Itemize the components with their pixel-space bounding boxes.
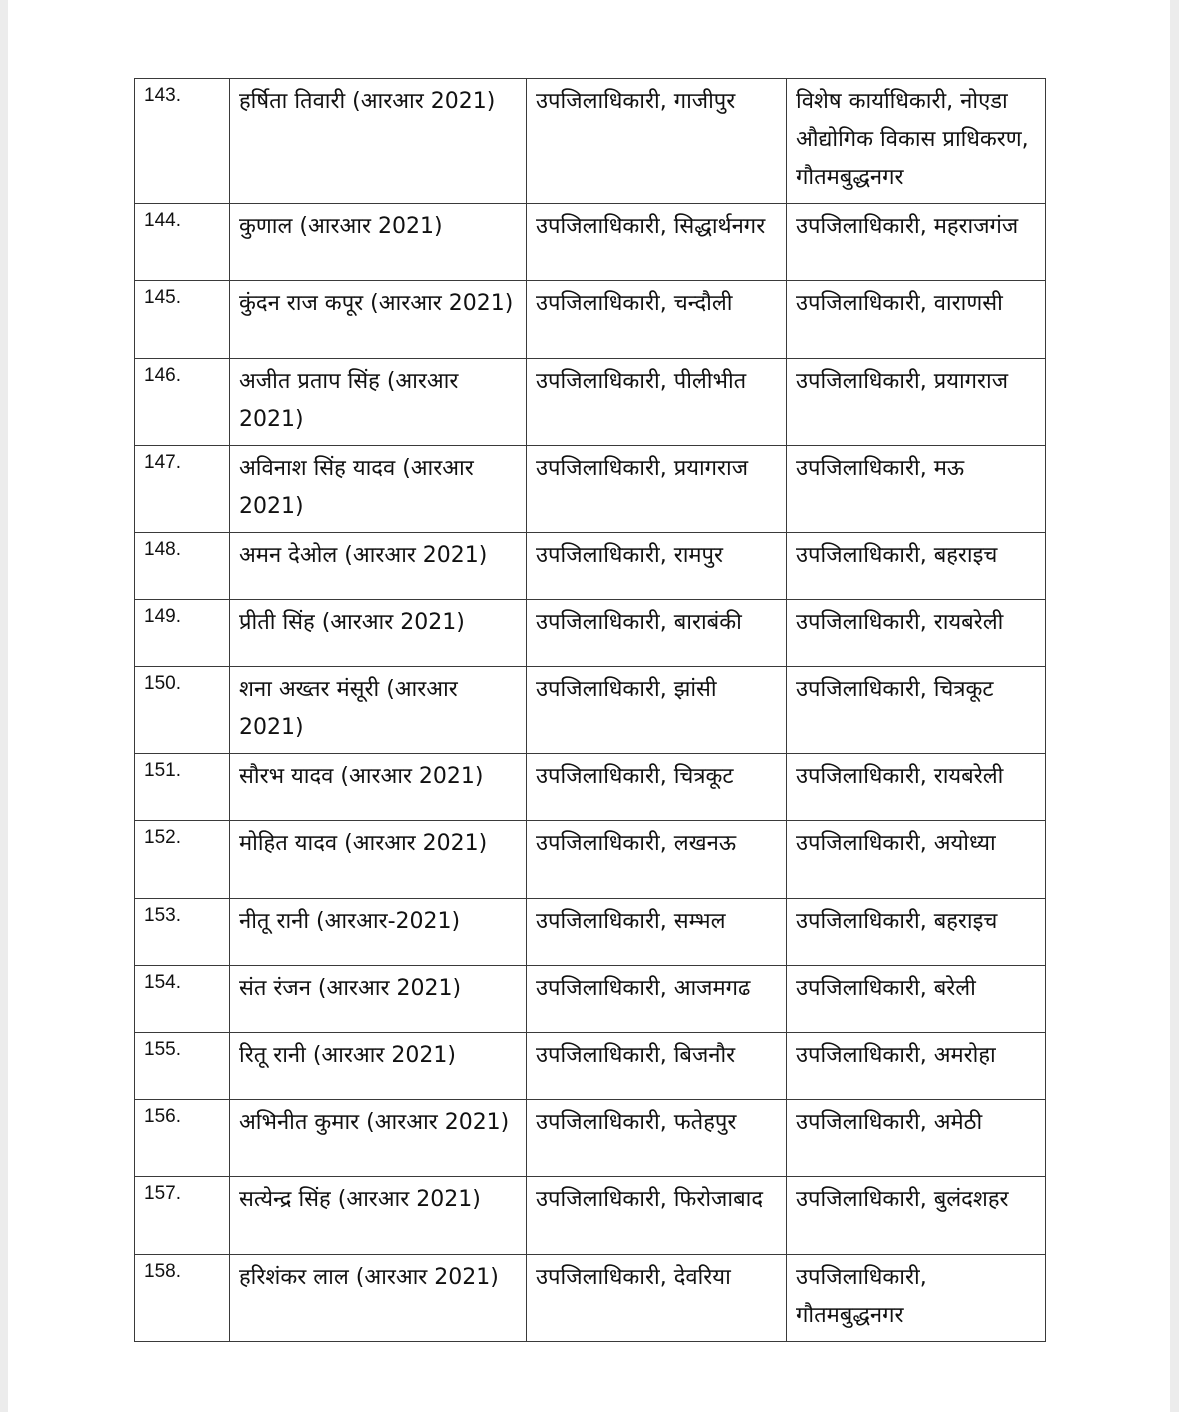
current-post-cell: उपजिलाधिकारी, बिजनौर bbox=[527, 1033, 787, 1100]
table-row bbox=[135, 1177, 1046, 1255]
officer-name-cell: शना अख्तर मंसूरी (आरआर 2021) bbox=[230, 667, 527, 754]
current-post-cell: उपजिलाधिकारी, सम्भल bbox=[527, 899, 787, 966]
serial-number-cell: 149. bbox=[135, 600, 230, 667]
current-post-cell: उपजिलाधिकारी, फिरोजाबाद bbox=[527, 1177, 787, 1255]
serial-number-cell: 144. bbox=[135, 204, 230, 281]
officer-name-cell: अविनाश सिंह यादव (आरआर 2021) bbox=[230, 446, 527, 533]
officer-name-cell: नीतू रानी (आरआर-2021) bbox=[230, 899, 527, 966]
current-post-cell: उपजिलाधिकारी, चन्दौली bbox=[527, 281, 787, 359]
table-row bbox=[135, 359, 1046, 446]
new-post-cell: उपजिलाधिकारी, अमेठी bbox=[787, 1100, 1046, 1177]
table-row bbox=[135, 754, 1046, 821]
table-row bbox=[135, 533, 1046, 600]
new-post-cell: उपजिलाधिकारी, रायबरेली bbox=[787, 754, 1046, 821]
new-post-cell: उपजिलाधिकारी, बुलंदशहर bbox=[787, 1177, 1046, 1255]
current-post-cell: उपजिलाधिकारी, सिद्धार्थनगर bbox=[527, 204, 787, 281]
serial-number-cell: 157. bbox=[135, 1177, 230, 1255]
officer-name-cell: प्रीती सिंह (आरआर 2021) bbox=[230, 600, 527, 667]
new-post-cell: उपजिलाधिकारी, बरेली bbox=[787, 966, 1046, 1033]
current-post-cell: उपजिलाधिकारी, प्रयागराज bbox=[527, 446, 787, 533]
serial-number-cell: 153. bbox=[135, 899, 230, 966]
new-post-cell: उपजिलाधिकारी, गौतमबुद्धनगर bbox=[787, 1255, 1046, 1342]
officer-name-cell: अभिनीत कुमार (आरआर 2021) bbox=[230, 1100, 527, 1177]
current-post-cell: उपजिलाधिकारी, बाराबंकी bbox=[527, 600, 787, 667]
officer-name-cell: हरिशंकर लाल (आरआर 2021) bbox=[230, 1255, 527, 1342]
serial-number-cell: 145. bbox=[135, 281, 230, 359]
current-post-cell: उपजिलाधिकारी, रामपुर bbox=[527, 533, 787, 600]
table-row bbox=[135, 204, 1046, 281]
new-post-cell: उपजिलाधिकारी, अयोध्या bbox=[787, 821, 1046, 899]
officer-name-cell: कुंदन राज कपूर (आरआर 2021) bbox=[230, 281, 527, 359]
table-row bbox=[135, 600, 1046, 667]
new-post-cell: उपजिलाधिकारी, मऊ bbox=[787, 446, 1046, 533]
current-post-cell: उपजिलाधिकारी, फतेहपुर bbox=[527, 1100, 787, 1177]
document-page bbox=[8, 0, 1170, 1412]
new-post-cell: उपजिलाधिकारी, चित्रकूट bbox=[787, 667, 1046, 754]
serial-number-cell: 154. bbox=[135, 966, 230, 1033]
serial-number-cell: 151. bbox=[135, 754, 230, 821]
serial-number-cell: 147. bbox=[135, 446, 230, 533]
table-row bbox=[135, 1100, 1046, 1177]
new-post-cell: उपजिलाधिकारी, वाराणसी bbox=[787, 281, 1046, 359]
table-row bbox=[135, 281, 1046, 359]
current-post-cell: उपजिलाधिकारी, गाजीपुर bbox=[527, 79, 787, 204]
table-row bbox=[135, 1255, 1046, 1342]
serial-number-cell: 150. bbox=[135, 667, 230, 754]
serial-number-cell: 143. bbox=[135, 79, 230, 204]
table-row bbox=[135, 667, 1046, 754]
table-row bbox=[135, 899, 1046, 966]
current-post-cell: उपजिलाधिकारी, लखनऊ bbox=[527, 821, 787, 899]
serial-number-cell: 156. bbox=[135, 1100, 230, 1177]
transfer-table bbox=[134, 78, 1046, 1342]
serial-number-cell: 158. bbox=[135, 1255, 230, 1342]
officer-name-cell: सत्येन्द्र सिंह (आरआर 2021) bbox=[230, 1177, 527, 1255]
new-post-cell: उपजिलाधिकारी, प्रयागराज bbox=[787, 359, 1046, 446]
new-post-cell: उपजिलाधिकारी, रायबरेली bbox=[787, 600, 1046, 667]
officer-name-cell: अजीत प्रताप सिंह (आरआर 2021) bbox=[230, 359, 527, 446]
new-post-cell: उपजिलाधिकारी, बहराइच bbox=[787, 899, 1046, 966]
table-row bbox=[135, 1033, 1046, 1100]
table-body bbox=[135, 79, 1046, 1342]
officer-name-cell: अमन देओल (आरआर 2021) bbox=[230, 533, 527, 600]
officer-name-cell: संत रंजन (आरआर 2021) bbox=[230, 966, 527, 1033]
new-post-cell: विशेष कार्याधिकारी, नोएडा औद्योगिक विकास प्राधिकरण, गौतमबुद्धनगर bbox=[787, 79, 1046, 204]
table-row bbox=[135, 79, 1046, 204]
new-post-cell: उपजिलाधिकारी, अमरोहा bbox=[787, 1033, 1046, 1100]
serial-number-cell: 155. bbox=[135, 1033, 230, 1100]
table-row bbox=[135, 821, 1046, 899]
new-post-cell: उपजिलाधिकारी, महराजगंज bbox=[787, 204, 1046, 281]
new-post-cell: उपजिलाधिकारी, बहराइच bbox=[787, 533, 1046, 600]
officer-name-cell: कुणाल (आरआर 2021) bbox=[230, 204, 527, 281]
serial-number-cell: 152. bbox=[135, 821, 230, 899]
serial-number-cell: 146. bbox=[135, 359, 230, 446]
table-row bbox=[135, 966, 1046, 1033]
officer-name-cell: रितू रानी (आरआर 2021) bbox=[230, 1033, 527, 1100]
current-post-cell: उपजिलाधिकारी, पीलीभीत bbox=[527, 359, 787, 446]
officer-name-cell: मोहित यादव (आरआर 2021) bbox=[230, 821, 527, 899]
current-post-cell: उपजिलाधिकारी, झांसी bbox=[527, 667, 787, 754]
officer-name-cell: सौरभ यादव (आरआर 2021) bbox=[230, 754, 527, 821]
current-post-cell: उपजिलाधिकारी, चित्रकूट bbox=[527, 754, 787, 821]
table-row bbox=[135, 446, 1046, 533]
officer-name-cell: हर्षिता तिवारी (आरआर 2021) bbox=[230, 79, 527, 204]
serial-number-cell: 148. bbox=[135, 533, 230, 600]
current-post-cell: उपजिलाधिकारी, आजमगढ bbox=[527, 966, 787, 1033]
current-post-cell: उपजिलाधिकारी, देवरिया bbox=[527, 1255, 787, 1342]
